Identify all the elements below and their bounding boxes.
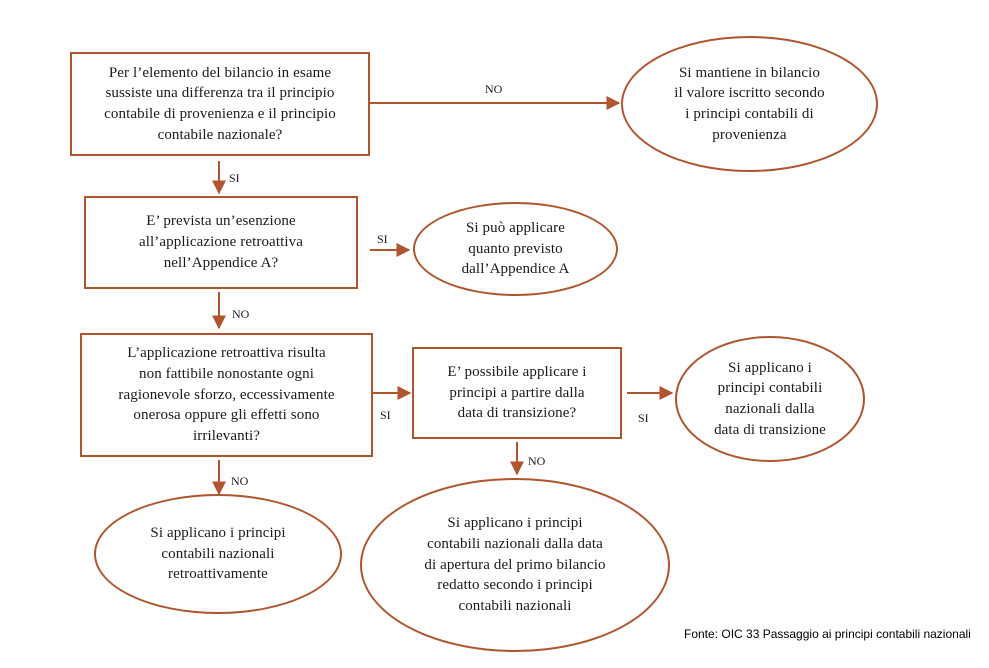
outcome-apply-retroactively: Si applicano i principi contabili nazionali retroattivamente xyxy=(94,494,342,614)
decision-box-difference: Per l’elemento del bilancio in esame sussiste una differenza tra il principio contabile di provenienza e il principio contabile nazionale? xyxy=(70,52,370,156)
outcome-keep-original-value: Si mantiene in bilancio il valore iscritto secondo i principi contabili di provenienza xyxy=(621,36,878,172)
edge-label-no: NO xyxy=(485,82,503,96)
outcome-apply-appendix-a: Si può applicare quanto previsto dall’Appendice A xyxy=(413,202,618,296)
edge-label-no: NO xyxy=(232,307,250,321)
decision-box-exemption: E’ prevista un’esenzione all’applicazione retroattiva nell’Appendice A? xyxy=(84,196,358,289)
outcome-apply-from-opening-date: Si applicano i principi contabili nazionali dalla data di apertura del primo bilancio redatto secondo i principi contabili nazionali xyxy=(360,478,670,652)
edge-label-no: NO xyxy=(528,454,546,468)
source-caption: Fonte: OIC 33 Passaggio ai principi contabili nazionali xyxy=(684,627,971,641)
edge-label-si: SI xyxy=(638,411,649,425)
edge-label-si: SI xyxy=(377,232,388,246)
edge-label-si: SI xyxy=(380,408,391,422)
edge-label-no: NO xyxy=(231,474,249,488)
outcome-apply-from-transition-date: Si applicano i principi contabili nazionali dalla data di transizione xyxy=(675,336,865,462)
edge-label-si: SI xyxy=(229,171,240,185)
decision-box-transition-date: E’ possibile applicare i principi a partire dalla data di transizione? xyxy=(412,347,622,439)
decision-box-retroactive-feasibility: L’applicazione retroattiva risulta non fattibile nonostante ogni ragionevole sforzo, eccessivamente onerosa oppure gli effetti sono irrilevanti? xyxy=(80,333,373,457)
